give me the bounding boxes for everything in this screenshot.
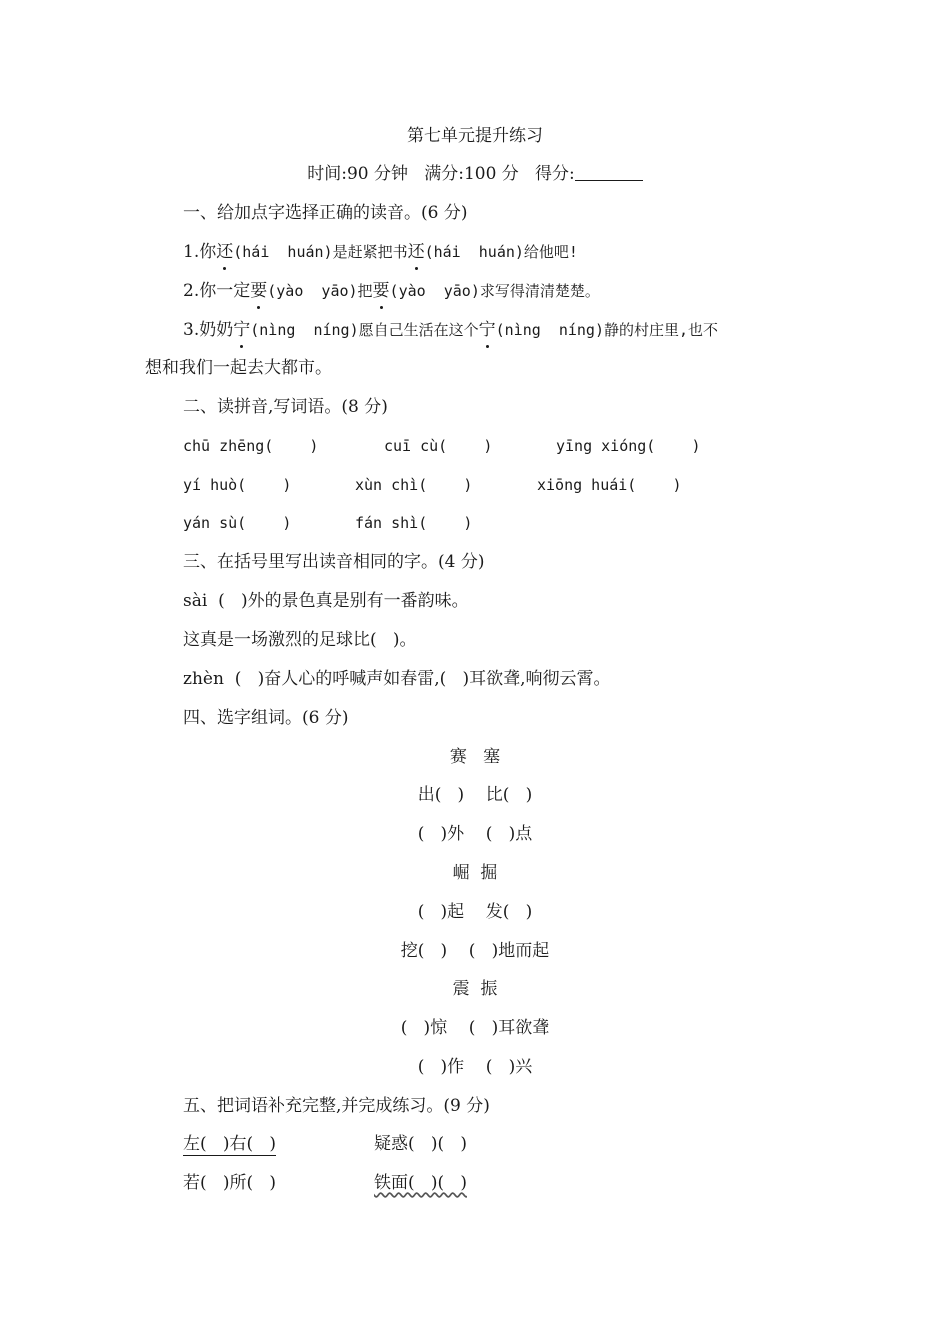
dotted-char: 宁 xyxy=(478,320,496,340)
q3-line2[interactable]: 这真是一场激烈的足球比( )。 xyxy=(183,630,417,650)
q5-word[interactable]: 若( )所( ) xyxy=(183,1173,276,1193)
score-label: 得分: xyxy=(535,164,575,184)
q2-item[interactable]: cuī cù( ) xyxy=(384,437,493,455)
q4-chars: 震 振 xyxy=(452,979,498,999)
q4-row[interactable]: 挖( ) ( )地而起 xyxy=(400,941,550,961)
dotted-char: 要 xyxy=(372,281,390,301)
dotted-char: 还 xyxy=(407,242,425,262)
q2-item[interactable]: xùn chì( ) xyxy=(355,476,473,494)
q3-line3[interactable]: zhèn ( )奋人心的呼喊声如春雷,( )耳欲聋,响彻云霄。 xyxy=(183,669,611,689)
q3-heading: 三、在括号里写出读音相同的字。(4 分) xyxy=(183,552,485,572)
time-label: 时间:90 分钟 xyxy=(307,164,408,184)
q5-word[interactable]: 左( )右( ) xyxy=(183,1134,276,1154)
q2-item[interactable]: yí huò( ) xyxy=(183,476,292,494)
q4-row[interactable]: ( )作 ( )兴 xyxy=(417,1057,533,1077)
exam-meta xyxy=(0,162,950,186)
q5-word[interactable]: 疑惑( )( ) xyxy=(374,1134,467,1154)
dotted-char: 宁 xyxy=(233,320,251,340)
q1-line3: 3.奶奶宁(nìng níng)愿自己生活在这个宁(nìng níng)静的村庄里,也不 xyxy=(183,320,719,340)
q5-word[interactable]: 铁面( )( ) xyxy=(374,1173,467,1193)
q5-heading: 五、把词语补充完整,并完成练习。(9 分) xyxy=(183,1096,490,1116)
q2-item[interactable]: chū zhēng( ) xyxy=(183,437,319,455)
full-score-label: 满分:100 分 xyxy=(424,164,519,184)
dotted-char: 要 xyxy=(250,281,268,301)
q2-item[interactable]: fán shì( ) xyxy=(355,514,473,532)
page-title: 第七单元提升练习 xyxy=(407,126,543,146)
q4-row[interactable]: ( )起 发( ) xyxy=(417,902,533,922)
dotted-char: 还 xyxy=(216,242,234,262)
q4-chars: 赛 塞 xyxy=(449,747,501,767)
q2-item[interactable]: yīng xióng( ) xyxy=(556,437,701,455)
q4-row[interactable]: ( )外 ( )点 xyxy=(417,824,533,844)
q4-chars: 崛 掘 xyxy=(452,863,498,883)
q1-line2: 2.你一定要(yào yāo)把要(yào yāo)求写得清清楚楚。 xyxy=(183,281,600,301)
q2-heading: 二、读拼音,写词语。(8 分) xyxy=(183,397,388,417)
q4-row[interactable]: 出( ) 比( ) xyxy=(417,785,533,805)
q3-line1[interactable]: sài ( )外的景色真是别有一番韵味。 xyxy=(183,591,469,611)
score-blank[interactable] xyxy=(575,162,643,181)
q2-item[interactable]: yán sù( ) xyxy=(183,514,292,532)
q1-line1: 1.你还(hái huán)是赶紧把书还(hái huán)给他吧! xyxy=(183,242,578,262)
q1-heading: 一、给加点字选择正确的读音。(6 分) xyxy=(183,203,468,223)
q4-heading: 四、选字组词。(6 分) xyxy=(183,708,349,728)
q4-row[interactable]: ( )惊 ( )耳欲聋 xyxy=(400,1018,550,1038)
q1-line3-cont: 想和我们一起去大都市。 xyxy=(145,358,332,378)
q2-item[interactable]: xiōng huái( ) xyxy=(537,476,682,494)
